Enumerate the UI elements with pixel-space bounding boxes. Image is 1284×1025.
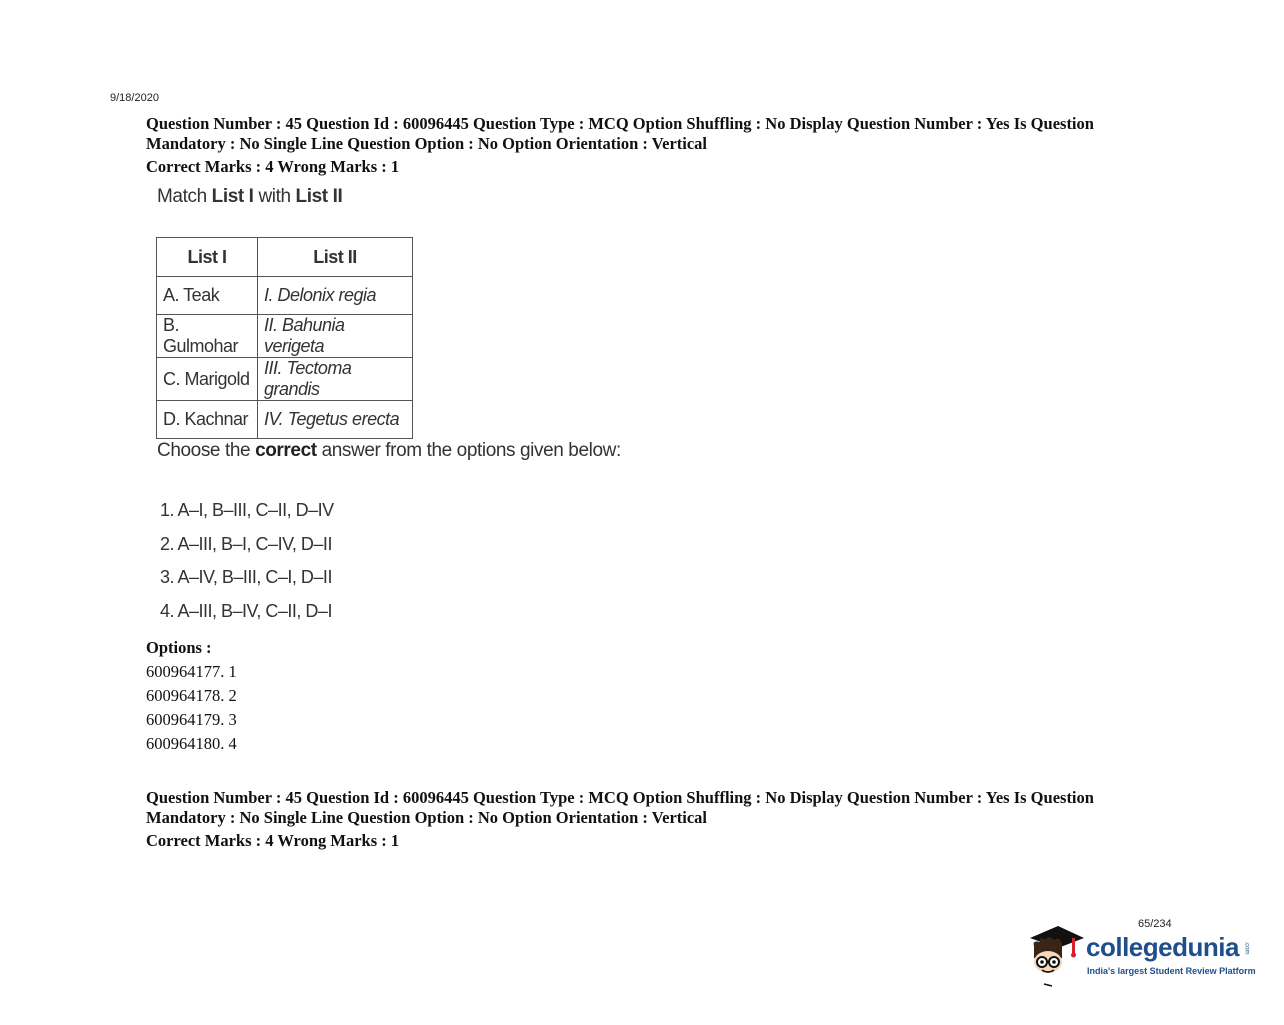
brand-tagline: India's largest Student Review Platform: [1087, 966, 1256, 976]
choose-text: Choose the: [157, 440, 256, 461]
match-table-header-list-i: List I: [157, 238, 258, 277]
choose-text: answer from the options given below:: [316, 440, 621, 461]
list-ii-cell: IV. Tegetus erecta: [258, 401, 413, 439]
options-label: Options :: [146, 638, 212, 657]
options-list: [146, 662, 237, 758]
list-ii-cell: I. Delonix regia: [258, 277, 413, 315]
next-question-header: [146, 788, 1156, 828]
question-header-line-2: Mandatory : No Single Line Question Option : No Option Orientation : Vertical: [146, 134, 708, 153]
list-ii-cell: III. Tectoma grandis: [258, 358, 413, 401]
choose-bold-text: correct: [255, 440, 317, 461]
table-row: [157, 401, 413, 439]
instruction-list-i: List I: [211, 186, 254, 207]
instruction-list-ii: List II: [295, 186, 343, 207]
list-i-cell: A. Teak: [157, 277, 258, 315]
list-item: 2. A–III, B–I, C–IV, D–II: [160, 533, 332, 554]
next-question-marks: Correct Marks : 4 Wrong Marks : 1: [146, 831, 400, 850]
next-question-header-line-2: Mandatory : No Single Line Question Option : No Option Orientation : Vertical: [146, 808, 708, 827]
option-item: 600964179. 3: [146, 710, 237, 729]
question-header-line-1: Question Number : 45 Question Id : 60096445 Question Type : MCQ Option Shuffling : No Display Question Number : Yes Is Question: [146, 114, 1094, 133]
list-i-cell: D. Kachnar: [157, 401, 258, 439]
table-row: [157, 277, 413, 315]
question-instruction: [157, 186, 342, 208]
list-i-cell: B. Gulmohar: [157, 315, 258, 358]
brand-suffix: .com: [1243, 941, 1250, 955]
option-item: 600964177. 1: [146, 662, 237, 681]
list-item: 3. A–IV, B–III, C–I, D–II: [160, 567, 332, 587]
question-marks: Correct Marks : 4 Wrong Marks : 1: [146, 157, 400, 176]
instruction-text: Match: [157, 186, 212, 207]
table-row: [157, 315, 413, 358]
mascot-graduation-cap-icon: [1024, 918, 1088, 988]
list-i-cell: C. Marigold: [157, 358, 258, 401]
list-item: 4. A–III, B–IV, C–II, D–I: [160, 600, 332, 621]
list-item: 1. A–I, B–III, C–II, D–IV: [160, 500, 334, 520]
match-table: [156, 237, 413, 439]
brand-name: collegedunia: [1086, 932, 1239, 962]
choose-instruction: [157, 440, 621, 462]
answer-list: [160, 497, 334, 631]
match-table-header-list-ii: List II: [258, 238, 413, 277]
option-item: 600964180. 4: [146, 734, 237, 753]
page-number: 65/234: [1138, 918, 1172, 930]
option-item: 600964178. 2: [146, 686, 237, 705]
next-question-header-line-1: Question Number : 45 Question Id : 60096445 Question Type : MCQ Option Shuffling : No Display Question Number : Yes Is Question: [146, 788, 1094, 807]
instruction-text: with: [253, 186, 296, 207]
print-date: 9/18/2020: [110, 92, 159, 104]
question-header: [146, 114, 1156, 154]
table-row: [157, 358, 413, 401]
list-ii-cell: II. Bahunia verigeta: [258, 315, 413, 358]
match-table-header-row: [157, 238, 413, 277]
